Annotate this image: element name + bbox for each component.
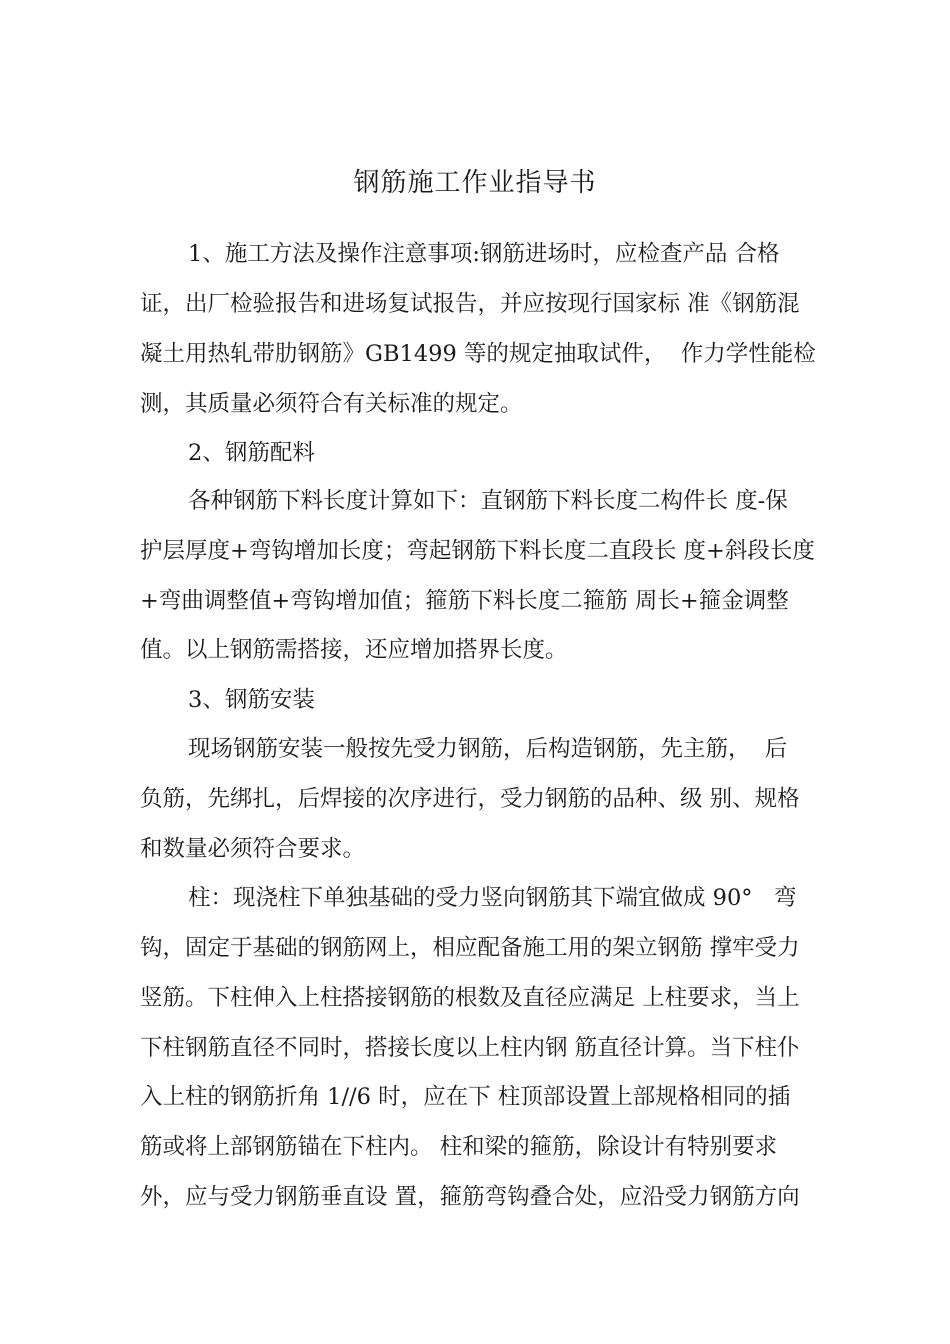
paragraph-line: 护层厚度+弯钩增加长度；弯起钢筋下料长度二直段长 度+斜段长度 (140, 538, 815, 564)
paragraph-line: 外，应与受力钢筋垂直设 置，箍筋弯钩叠合处，应沿受力钢筋方向 (140, 1184, 800, 1210)
paragraph-line: 测，其质量必须符合有关标准的规定。 (140, 391, 523, 417)
section-heading: 2、钢筋配料 (188, 440, 315, 466)
document-title: 钢筋施工作业指导书 (353, 168, 597, 198)
paragraph-line: 证，出厂检验报告和进场复试报告，并应按现行国家标 准《钢筋混 (140, 291, 800, 317)
paragraph-line: 凝土用热轧带肋钢筋》GB1499 等的规定抽取试件， 作力学性能检 (140, 341, 816, 367)
paragraph-line: 筋或将上部钢筋锚在下柱内。 柱和梁的箍筋，除设计有特别要求 (140, 1134, 778, 1160)
paragraph-line: 下柱钢筋直径不同时，搭接长度以上柱内钢 筋直径计算。当下柱仆 (140, 1035, 800, 1061)
paragraph-line: 和数量必须符合要求。 (140, 836, 366, 862)
paragraph-line: 钩，固定于基础的钢筋网上，相应配备施工用的架立钢筋 撑牢受力 (140, 935, 800, 961)
paragraph-line: 现场钢筋安装一般按先受力钢筋，后构造钢筋，先主筋， 后 (188, 736, 788, 762)
paragraph-line: 值。以上钢筋需搭接，还应增加搭界长度。 (140, 637, 568, 663)
paragraph-line: 入上柱的钢筋折角 1//6 时，应在下 柱顶部设置上部规格相同的插 (140, 1084, 791, 1110)
paragraph-line: +弯曲调整值+弯钩增加值；箍筋下料长度二箍筋 周长+箍金调整 (140, 588, 789, 614)
section-heading: 3、钢筋安装 (188, 687, 315, 713)
paragraph-line: 各种钢筋下料长度计算如下：直钢筋下料长度二构件长 度-保 (188, 488, 788, 514)
paragraph-line: 负筋，先绑扎，后焊接的次序进行，受力钢筋的品种、级 别、规格 (140, 786, 800, 812)
paragraph-line: 竖筋。下柱伸入上柱搭接钢筋的根数及直径应满足 上柱要求，当上 (140, 985, 800, 1011)
paragraph-line: 1、施工方法及操作注意事项:钢筋进场时，应检查产品 合格 (188, 241, 780, 267)
paragraph-line: 柱：现浇柱下单独基础的受力竖向钢筋其下端宜做成 90° 弯 (188, 885, 797, 911)
